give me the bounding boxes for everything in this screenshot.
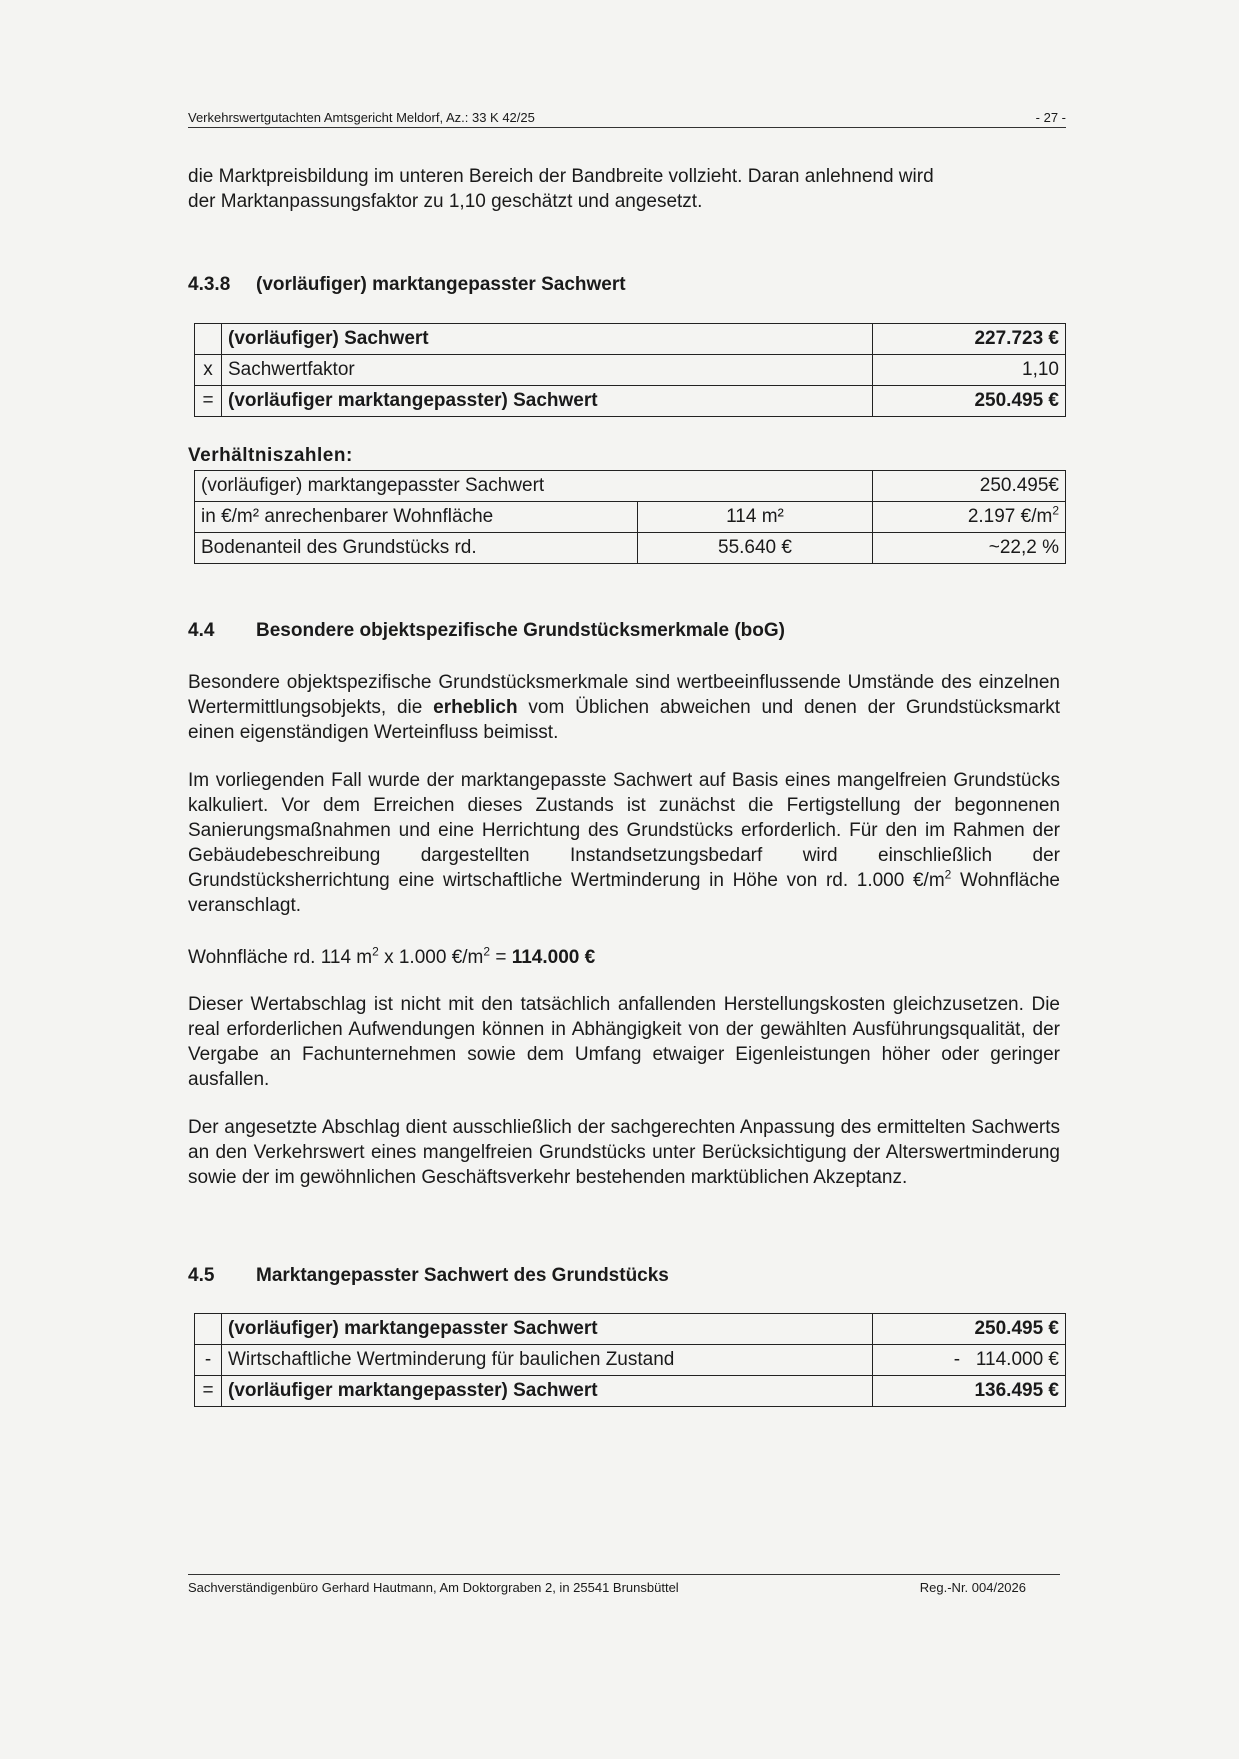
- page-footer: [188, 1574, 1060, 1595]
- value-cell: 250.495 €: [873, 1314, 1066, 1345]
- sachwert-table: [194, 323, 1066, 417]
- value-cell: 1,10: [873, 355, 1066, 386]
- heading-4-5: [188, 1265, 669, 1287]
- label-cell: (vorläufiger) marktangepasster Sachwert: [195, 471, 873, 502]
- table-row: [195, 1376, 1066, 1407]
- text-run: Besondere objektspezifische Grundstücksmerkmale sind wertbeeinflussende Umstände des einzelnen Wertermittlungsobjekts, die: [188, 672, 1060, 718]
- heading-4-4: [188, 620, 785, 642]
- text-run: vom Üblichen abweichen und denen der Grundstücksmarkt einen eigenständigen Werteinfluss beimisst.: [188, 697, 1060, 743]
- label-cell: in €/m² anrechenbarer Wohnfläche: [195, 502, 638, 533]
- value-text: 2.197 €/m: [967, 506, 1053, 527]
- superscript: 2: [483, 944, 491, 959]
- table-row: [195, 386, 1066, 417]
- heading-4-3-8: [188, 274, 626, 296]
- heading-number: 4.5: [188, 1265, 215, 1286]
- header-title: Verkehrswertgutachten Amtsgericht Meldorf, Az.: 33 K 42/25: [188, 110, 535, 125]
- bog-paragraph-4: Der angesetzte Abschlag dient ausschließlich der sachgerechten Anpassung des ermittelten Sachwerts an den Verkehrswert eines mangelfreien Grundstücks unter Berücksichtigung der Alterswertminderung sowie der im gewöhnlichen Geschäftsverkehr bestehenden marktüblichen Akzeptanz.: [188, 1117, 1060, 1188]
- table-row: [195, 502, 1066, 533]
- superscript: 2: [1052, 503, 1059, 518]
- heading-number: 4.3.8: [188, 274, 231, 295]
- heading-number: 4.4: [188, 620, 215, 641]
- value-cell: 250.495 €: [873, 386, 1066, 417]
- label-cell: (vorläufiger) marktangepasster Sachwert: [222, 1314, 873, 1345]
- text-run: Im vorliegenden Fall wurde der marktangepasste Sachwert auf Basis eines mangelfreien Grundstücks kalkuliert. Vor dem Erreichen dieses Zustands ist zunächst die Fertigstellung der begonnenen Sanierungsmaßnahmen und eine Herrichtung des Grundstücks erforderlich. Für den im Rahmen der Gebäudebeschreibung dargestellten Instandsetzungsbedarf wird einschließlich der Grundstücksherrichtung eine wirtschaftliche Wertminderung in Höhe von rd. 1.000 €/m: [188, 770, 1060, 891]
- operator-cell: [195, 1314, 222, 1345]
- label-cell: (vorläufiger marktangepasster) Sachwert: [222, 386, 873, 417]
- operator-cell: =: [195, 1376, 222, 1407]
- footer-office: Sachverständigenbüro Gerhard Hautmann, Am Doktorgraben 2, in 25541 Brunsbüttel: [188, 1580, 679, 1595]
- bog-paragraph-2: [188, 768, 1060, 918]
- marktangepasster-sachwert-table: [194, 1313, 1066, 1407]
- table-row: [195, 471, 1066, 502]
- intro-line-2: der Marktanpassungsfaktor zu 1,10 geschätzt und angesetzt.: [188, 191, 703, 212]
- heading-title: (vorläufiger) marktangepasster Sachwert: [256, 274, 626, 295]
- middle-cell: 114 m²: [638, 502, 873, 533]
- label-cell: Sachwertfaktor: [222, 355, 873, 386]
- table-row: [195, 355, 1066, 386]
- text-run: Wohnfläche veranschlagt.: [188, 870, 1060, 916]
- value-cell: 250.495€: [873, 471, 1066, 502]
- text-run: x 1.000 €/m: [378, 947, 484, 968]
- value-cell: 136.495 €: [873, 1376, 1066, 1407]
- wertminderung-calculation: [188, 945, 1060, 970]
- operator-cell: -: [195, 1345, 222, 1376]
- operator-cell: =: [195, 386, 222, 417]
- table-row: [195, 324, 1066, 355]
- heading-title: Marktangepasster Sachwert des Grundstücks: [256, 1265, 669, 1286]
- table-row: [195, 1314, 1066, 1345]
- superscript: 2: [944, 867, 952, 882]
- label-cell: (vorläufiger) Sachwert: [222, 324, 873, 355]
- operator-cell: [195, 324, 222, 355]
- value-cell: 227.723 €: [873, 324, 1066, 355]
- heading-title: Besondere objektspezifische Grundstücksmerkmale (boG): [256, 620, 785, 641]
- calculation-result: 114.000 €: [511, 947, 596, 968]
- verhaeltniszahlen-table: [194, 470, 1066, 564]
- bog-paragraph-3: Dieser Wertabschlag ist nicht mit den tatsächlich anfallenden Herstellungskosten gleichzusetzen. Die real erforderlichen Aufwendungen können in Abhängigkeit von der gewählten Ausführungsqualität, der Vergabe an Fachunternehmen sowie dem Umfang etwaiger Eigenleistungen höher oder geringer ausfallen.: [188, 994, 1060, 1090]
- page-number: - 27 -: [1035, 110, 1066, 125]
- verhaeltniszahlen-heading: Verhältniszahlen:: [188, 445, 353, 466]
- value-cell: ~22,2 %: [873, 533, 1066, 564]
- operator-cell: x: [195, 355, 222, 386]
- bog-paragraph-1: [188, 670, 1060, 745]
- page-header: [188, 110, 1066, 128]
- intro-paragraph: [188, 164, 1060, 214]
- footer-reg-number: Reg.-Nr. 004/2026: [919, 1580, 1026, 1595]
- value-cell: [873, 502, 1066, 533]
- superscript: 2: [372, 944, 379, 959]
- label-cell: (vorläufiger marktangepasster) Sachwert: [222, 1376, 873, 1407]
- intro-line-1: die Marktpreisbildung im unteren Bereich der Bandbreite vollzieht. Daran anlehnend wird: [188, 166, 934, 187]
- middle-cell: 55.640 €: [638, 533, 873, 564]
- label-cell: Wirtschaftliche Wertminderung für baulichen Zustand: [222, 1345, 873, 1376]
- value-cell: - 114.000 €: [873, 1345, 1066, 1376]
- text-run: Wohnfläche rd. 114 m: [188, 947, 373, 968]
- text-run: =: [490, 947, 512, 968]
- table-row: [195, 533, 1066, 564]
- table-row: [195, 1345, 1066, 1376]
- label-cell: Bodenanteil des Grundstücks rd.: [195, 533, 638, 564]
- emphasis-text: erheblich: [433, 697, 518, 718]
